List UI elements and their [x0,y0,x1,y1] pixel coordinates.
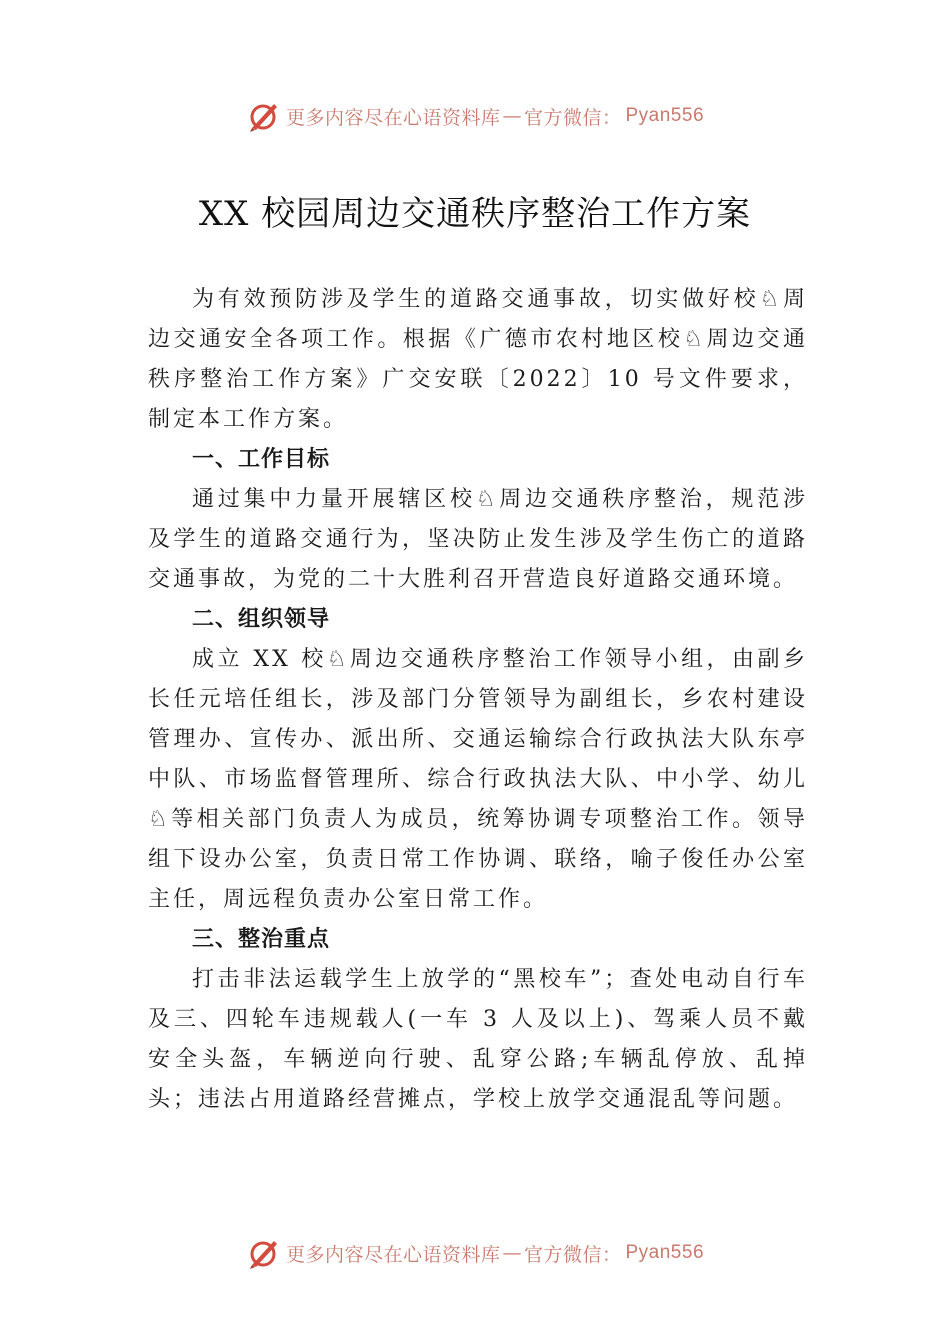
header-banner [0,96,950,136]
pen-logo-icon [246,98,282,134]
document-title: XX 校园周边交通秩序整治工作方案 [198,194,752,234]
banner-wechat-label: 官方微信： [523,1243,622,1266]
section-body-goals: 通过集中力量开展辖区校♘周边交通秩序整治，规范涉及学生的道路交通行为，坚决防止发生涉及学生伤亡的道路交通事故，为党的二十大胜利召开营造良好道路交通环境。 [148,487,808,592]
section-heading-focus: 三、整治重点 [192,927,331,952]
banner-separator: — [502,105,522,127]
footer-banner [0,1233,950,1273]
document-body [148,280,808,1120]
banner-text: 更多内容尽在心语资料库 [285,106,501,129]
section-heading-organization: 二、组织领导 [192,607,331,632]
section-body-focus: 打击非法运载学生上放学的“黑校车”；查处电动自行车及三、四轮车违规载人(一车 3 人及以上)、驾乘人员不戴安全头盔，车辆逆向行驶、乱穿公路;车辆乱停放、乱掉头；违法占用道路经营摊点，学校上放学交通混乱等问题。 [148,967,808,1112]
banner-wechat-label: 官方微信： [523,106,622,129]
banner-separator: — [502,1242,522,1264]
intro-paragraph: 为有效预防涉及学生的道路交通事故，切实做好校♘周边交通安全各项工作。根据《广德市农村地区校♘周边交通秩序整治工作方案》广交安联〔2022〕10 号文件要求，制定本工作方案。 [148,287,808,432]
banner-text: 更多内容尽在心语资料库 [285,1243,501,1266]
banner-wechat-id: Pyan556 [625,1242,705,1263]
pen-logo-icon [246,1235,282,1271]
section-heading-goals: 一、工作目标 [192,447,331,472]
section-body-organization: 成立 XX 校♘周边交通秩序整治工作领导小组，由副乡长任元培任组长，涉及部门分管领导为副组长，乡农村建设管理办、宣传办、派出所、交通运输综合行政执法大队东亭中队、市场监督管理所、综合行政执法大队、中小学、幼儿♘等相关部门负责人为成员，统筹协调专项整治工作。领导组下设办公室，负责日常工作协调、联络，喻子俊任办公室主任，周远程负责办公室日常工作。 [148,647,808,912]
banner-wechat-id: Pyan556 [625,105,705,126]
